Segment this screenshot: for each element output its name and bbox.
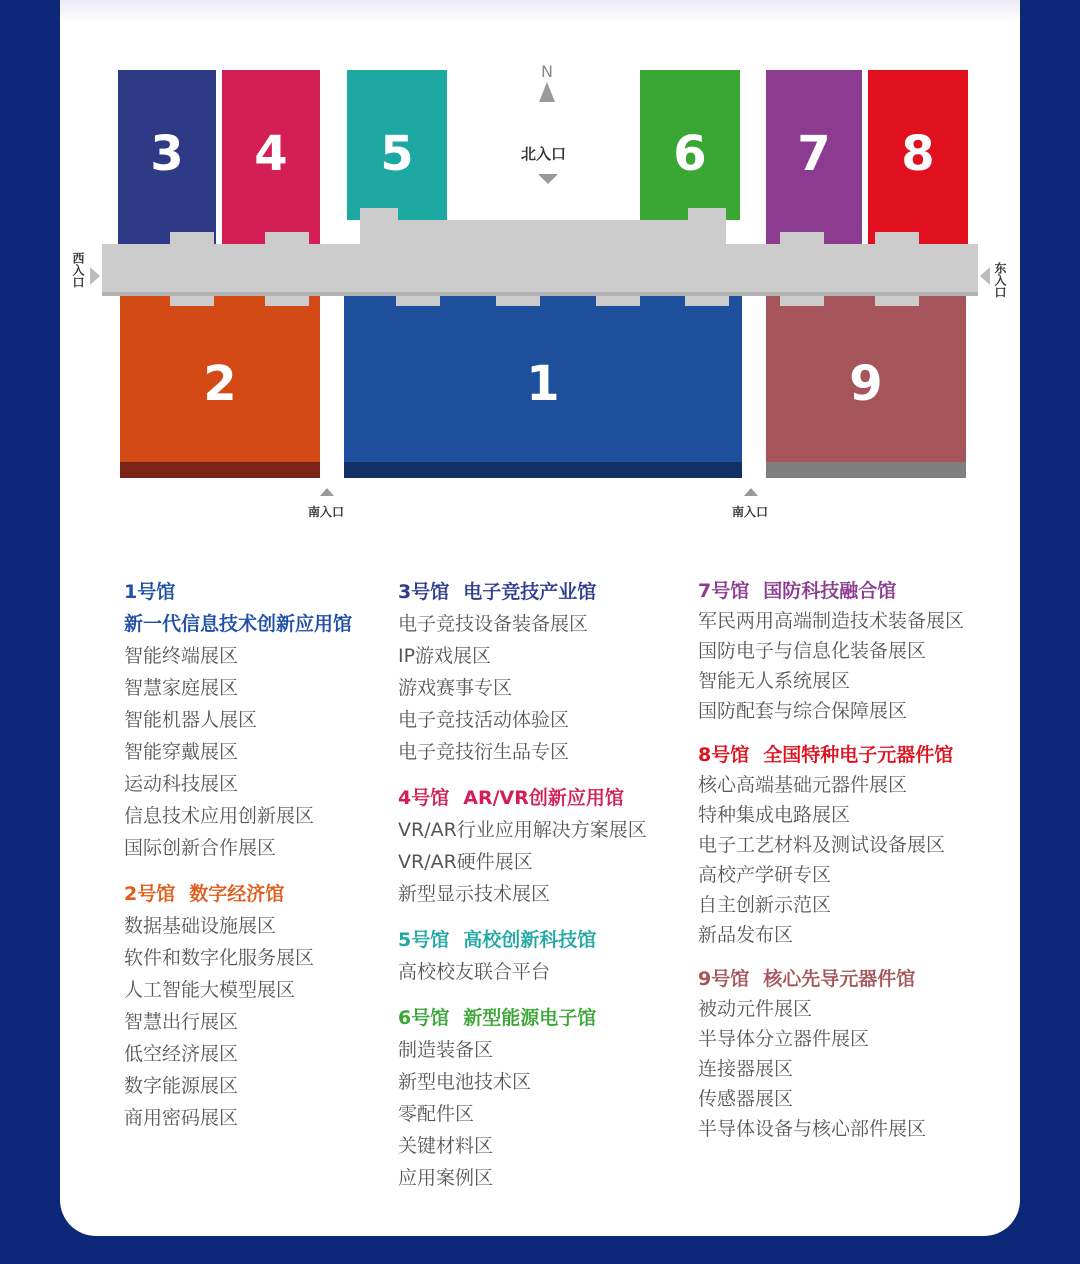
zone-list-item: 高校校友联合平台 — [398, 961, 551, 983]
zone-list-item: 软件和数字化服务展区 — [124, 947, 315, 969]
hall-1-number: 1 — [526, 356, 560, 412]
hall-number-label: 4号馆 — [398, 787, 450, 809]
hall-group — [124, 576, 352, 864]
zone-list-item: 国防配套与综合保障展区 — [698, 700, 908, 722]
compass-needle-icon — [539, 82, 555, 102]
zone-list-item: VR/AR硬件展区 — [398, 851, 533, 873]
zone-list-item: 被动元件展区 — [698, 998, 813, 1020]
corridor-main — [102, 244, 978, 294]
zone-list-item: 半导体设备与核心部件展区 — [698, 1118, 927, 1140]
west-entrance-label[interactable]: 西入口 — [71, 252, 85, 288]
zone-list-item: 智能终端展区 — [124, 645, 239, 667]
hall-title: AR/VR创新应用馆 — [463, 787, 624, 809]
corridor-notch-top-4 — [398, 220, 688, 246]
hall-title: 数字经济馆 — [189, 883, 285, 905]
corridor-notch-top-6 — [780, 232, 824, 246]
east-entrance-arrow-icon — [980, 267, 990, 285]
hall-title: 国防科技融合馆 — [763, 580, 897, 602]
zone-list-item: 智慧出行展区 — [124, 1011, 239, 1033]
hall-group — [698, 964, 964, 1144]
zone-list-item: 低空经济展区 — [124, 1043, 239, 1065]
hall-group — [698, 740, 964, 950]
hall-heading[interactable] — [698, 740, 964, 770]
hall-8-number: 8 — [901, 126, 935, 182]
zone-list-item: 连接器展区 — [698, 1058, 794, 1080]
north-entrance-label[interactable]: 北入口 — [521, 145, 567, 163]
hall-group — [398, 1002, 647, 1194]
zone-list-item: 游戏赛事专区 — [398, 677, 513, 699]
zone-list-item: 信息技术应用创新展区 — [124, 805, 315, 827]
zone-list-item: 国防电子与信息化装备展区 — [698, 640, 927, 662]
zone-list-item: 新型显示技术展区 — [398, 883, 551, 905]
zone-list-item: 电子竞技设备装备展区 — [398, 613, 589, 635]
zone-list-item: 运动科技展区 — [124, 773, 239, 795]
legend-column-3 — [698, 576, 964, 1158]
zone-list-item: 电子竞技活动体验区 — [398, 709, 570, 731]
hall-group — [398, 782, 647, 910]
hall-group — [698, 576, 964, 726]
hall-group — [398, 924, 647, 988]
hall-heading[interactable] — [398, 576, 647, 608]
legend-column-1 — [124, 576, 352, 1148]
corridor-notch-top-2 — [265, 232, 309, 246]
floor-plan-card — [60, 0, 1020, 1236]
zone-list-item: 制造装备区 — [398, 1039, 494, 1061]
hall-number-label: 3号馆 — [398, 581, 450, 603]
zone-list-item: 商用密码展区 — [124, 1107, 239, 1129]
hall-number-label: 1号馆 — [124, 581, 176, 603]
hall-number-label: 6号馆 — [398, 1007, 450, 1029]
zone-list-item: 军民两用高端制造技术装备展区 — [698, 610, 965, 632]
north-entrance-arrow-icon — [538, 174, 558, 184]
zone-list-item: 新型电池技术区 — [398, 1071, 532, 1093]
south-entrance-right-label[interactable]: 南入口 — [732, 505, 769, 519]
zone-list-item: 应用案例区 — [398, 1167, 494, 1189]
compass — [534, 64, 560, 106]
zone-list-item: 数字能源展区 — [124, 1075, 239, 1097]
hall-group — [398, 576, 647, 768]
hall-title: 新型能源电子馆 — [463, 1007, 597, 1029]
zone-list-item: 数据基础设施展区 — [124, 915, 277, 937]
zone-list-item: 智能机器人展区 — [124, 709, 258, 731]
hall-heading[interactable] — [398, 782, 647, 814]
zone-list-item: 电子工艺材料及测试设备展区 — [698, 834, 946, 856]
corridor-edge — [102, 292, 978, 296]
hall-title: 新一代信息技术创新应用馆 — [124, 613, 353, 635]
zone-list-item: 电子竞技衍生品专区 — [398, 741, 570, 763]
hall-number-label: 9号馆 — [698, 968, 750, 990]
zone-list-item: 特种集成电路展区 — [698, 804, 851, 826]
zone-list-item: 半导体分立器件展区 — [698, 1028, 870, 1050]
zone-list-item: 高校产学研专区 — [698, 864, 832, 886]
south-entrance-right-arrow-icon — [744, 488, 758, 496]
zone-list-item: 智能无人系统展区 — [698, 670, 851, 692]
south-entrance-left-label[interactable]: 南入口 — [308, 505, 345, 519]
zone-list-item: VR/AR行业应用解决方案展区 — [398, 819, 647, 841]
hall-9-number: 9 — [849, 356, 883, 412]
zone-list-item: IP游戏展区 — [398, 645, 492, 667]
hall-heading[interactable] — [398, 1002, 647, 1034]
hall-4-number: 4 — [254, 126, 288, 182]
zone-list-item: 国际创新合作展区 — [124, 837, 277, 859]
zone-list-item: 自主创新示范区 — [698, 894, 832, 916]
corridor-notch-top-3 — [360, 208, 398, 246]
hall-title: 电子竞技产业馆 — [463, 581, 597, 603]
hall-heading[interactable] — [124, 576, 352, 608]
hall-heading[interactable] — [124, 878, 352, 910]
zone-list-item: 人工智能大模型展区 — [124, 979, 296, 1001]
hall-3-number: 3 — [150, 126, 184, 182]
zone-list-item: 核心高端基础元器件展区 — [698, 774, 908, 796]
hall-7-number: 7 — [797, 126, 831, 182]
hall-heading-title — [124, 608, 352, 640]
compass-north-label: N — [541, 62, 553, 81]
legend-column-2 — [398, 576, 647, 1208]
hall-group — [124, 878, 352, 1134]
hall-heading[interactable] — [398, 924, 647, 956]
south-entrance-left-arrow-icon — [320, 488, 334, 496]
zone-list-item: 关键材料区 — [398, 1135, 494, 1157]
hall-title: 全国特种电子元器件馆 — [763, 744, 954, 766]
hall-number-label: 5号馆 — [398, 929, 450, 951]
hall-2-number: 2 — [203, 356, 237, 412]
hall-number-label: 8号馆 — [698, 744, 750, 766]
east-entrance-label[interactable]: 东入口 — [993, 262, 1007, 298]
zone-list-item: 零配件区 — [398, 1103, 475, 1125]
west-entrance-arrow-icon — [90, 267, 100, 285]
zone-list-item: 新品发布区 — [698, 924, 794, 946]
hall-number-label: 7号馆 — [698, 580, 750, 602]
hall-title: 核心先导元器件馆 — [763, 968, 916, 990]
zone-list-item: 智慧家庭展区 — [124, 677, 239, 699]
hall-title: 高校创新科技馆 — [463, 929, 597, 951]
hall-number-label: 2号馆 — [124, 883, 176, 905]
hall-heading[interactable] — [698, 964, 964, 994]
hall-6-number: 6 — [673, 126, 707, 182]
corridor-notch-top-7 — [875, 232, 919, 246]
hall-heading[interactable] — [698, 576, 964, 606]
zone-list-item: 智能穿戴展区 — [124, 741, 239, 763]
hall-5-number: 5 — [380, 126, 414, 182]
zone-list-item: 传感器展区 — [698, 1088, 794, 1110]
corridor-notch-top-1 — [170, 232, 214, 246]
corridor-notch-top-5 — [688, 208, 726, 246]
